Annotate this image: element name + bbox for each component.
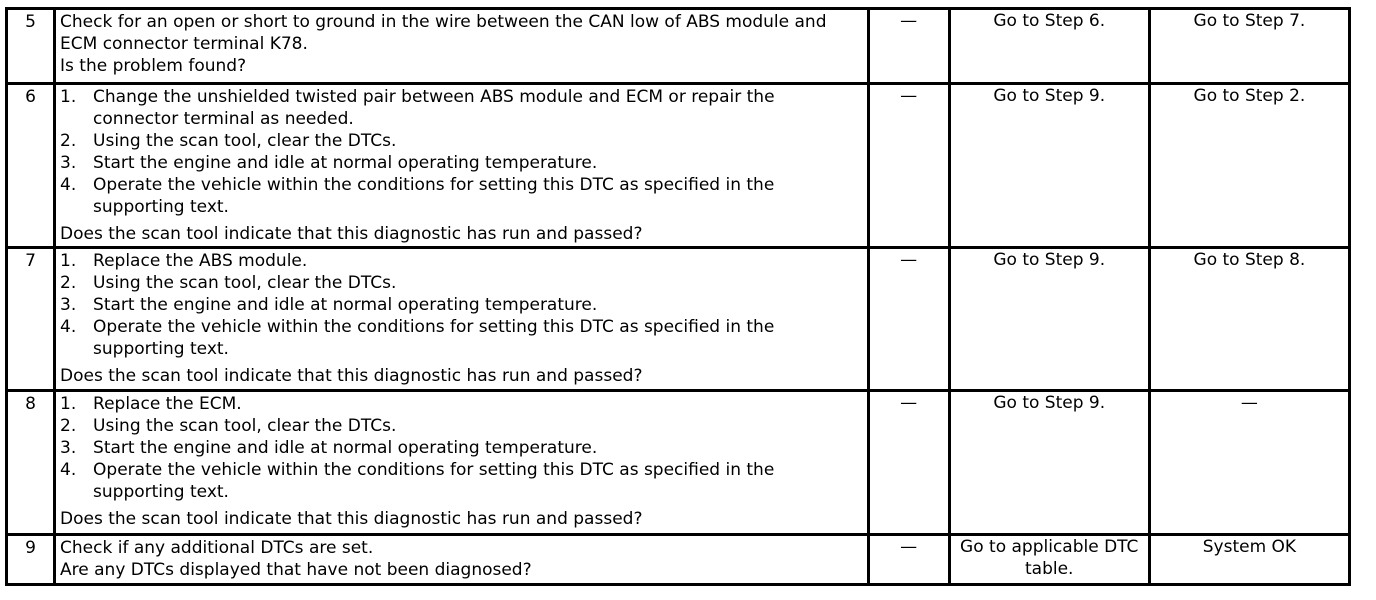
action-cell	[55, 535, 869, 585]
question-text: Does the scan tool indicate that this diagnostic has run and passed?	[60, 509, 643, 529]
no-cell: Go to Step 8.	[1149, 248, 1349, 391]
yes-cell: Go to Step 9.	[949, 84, 1149, 248]
list-item	[60, 174, 861, 218]
list-item	[60, 250, 861, 272]
list-item-number: 3.	[60, 153, 77, 173]
question-text: Does the scan tool indicate that this diagnostic has run and passed?	[60, 366, 643, 386]
list-item-text: Operate the vehicle within the conditions for setting this DTC as specified in the supporting text.	[93, 460, 775, 502]
list-item-text: Change the unshielded twisted pair between ABS module and ECM or repair the connector terminal as needed.	[93, 87, 775, 129]
diagnostic-table	[5, 7, 1351, 586]
step-number: 7	[7, 248, 55, 391]
list-item-number: 1.	[60, 87, 77, 107]
no-cell: —	[1149, 391, 1349, 535]
yes-cell: Go to Step 6.	[949, 9, 1149, 84]
yes-cell: Go to Step 9.	[949, 248, 1149, 391]
list-item	[60, 415, 861, 437]
table-row	[7, 248, 1350, 391]
list-item-number: 1.	[60, 251, 77, 271]
list-item	[60, 437, 861, 459]
value-cell: —	[868, 9, 949, 84]
list-item-text: Using the scan tool, clear the DTCs.	[93, 131, 397, 151]
list-item-text: Using the scan tool, clear the DTCs.	[93, 273, 397, 293]
list-item-number: 4.	[60, 460, 77, 480]
list-item-text: Replace the ECM.	[93, 394, 242, 414]
value-cell: —	[868, 248, 949, 391]
list-item	[60, 86, 861, 130]
list-item-number: 1.	[60, 394, 77, 414]
list-item-text: Replace the ABS module.	[93, 251, 308, 271]
list-item-number: 2.	[60, 416, 77, 436]
procedure-list	[60, 393, 861, 503]
action-cell	[55, 248, 869, 391]
value-cell: —	[868, 391, 949, 535]
list-item-text: Start the engine and idle at normal operating temperature.	[93, 438, 598, 458]
procedure-list	[60, 250, 861, 360]
list-item-text: Operate the vehicle within the conditions for setting this DTC as specified in the supporting text.	[93, 317, 775, 359]
list-item-number: 2.	[60, 273, 77, 293]
step-number: 8	[7, 391, 55, 535]
no-cell: System OK	[1149, 535, 1349, 585]
table-row	[7, 391, 1350, 535]
value-cell: —	[868, 84, 949, 248]
list-item	[60, 130, 861, 152]
list-item-text: Operate the vehicle within the conditions for setting this DTC as specified in the supporting text.	[93, 175, 775, 217]
list-item	[60, 152, 861, 174]
table-row	[7, 9, 1350, 84]
list-item-number: 2.	[60, 131, 77, 151]
step-number: 9	[7, 535, 55, 585]
yes-cell: Go to Step 9.	[949, 391, 1149, 535]
action-cell	[55, 84, 869, 248]
value-cell: —	[868, 535, 949, 585]
no-cell: Go to Step 2.	[1149, 84, 1349, 248]
yes-cell: Go to applicable DTC table.	[949, 535, 1149, 585]
action-text: Check if any additional DTCs are set.	[60, 538, 374, 558]
list-item-number: 4.	[60, 175, 77, 195]
procedure-list	[60, 86, 861, 218]
table-row	[7, 535, 1350, 585]
step-number: 6	[7, 84, 55, 248]
action-cell	[55, 9, 869, 84]
list-item	[60, 294, 861, 316]
list-item	[60, 316, 861, 360]
list-item-text: Using the scan tool, clear the DTCs.	[93, 416, 397, 436]
question-text: Is the problem found?	[60, 56, 247, 76]
list-item-text: Start the engine and idle at normal operating temperature.	[93, 295, 598, 315]
question-text: Does the scan tool indicate that this diagnostic has run and passed?	[60, 224, 643, 244]
list-item	[60, 393, 861, 415]
list-item-number: 4.	[60, 317, 77, 337]
list-item-number: 3.	[60, 438, 77, 458]
question-text: Are any DTCs displayed that have not been diagnosed?	[60, 560, 532, 580]
no-cell: Go to Step 7.	[1149, 9, 1349, 84]
table-row	[7, 84, 1350, 248]
list-item	[60, 459, 861, 503]
action-text: Check for an open or short to ground in the wire between the CAN low of ABS module and ECM connector terminal K78.	[60, 12, 827, 54]
action-cell	[55, 391, 869, 535]
list-item	[60, 272, 861, 294]
list-item-text: Start the engine and idle at normal operating temperature.	[93, 153, 598, 173]
list-item-number: 3.	[60, 295, 77, 315]
step-number: 5	[7, 9, 55, 84]
